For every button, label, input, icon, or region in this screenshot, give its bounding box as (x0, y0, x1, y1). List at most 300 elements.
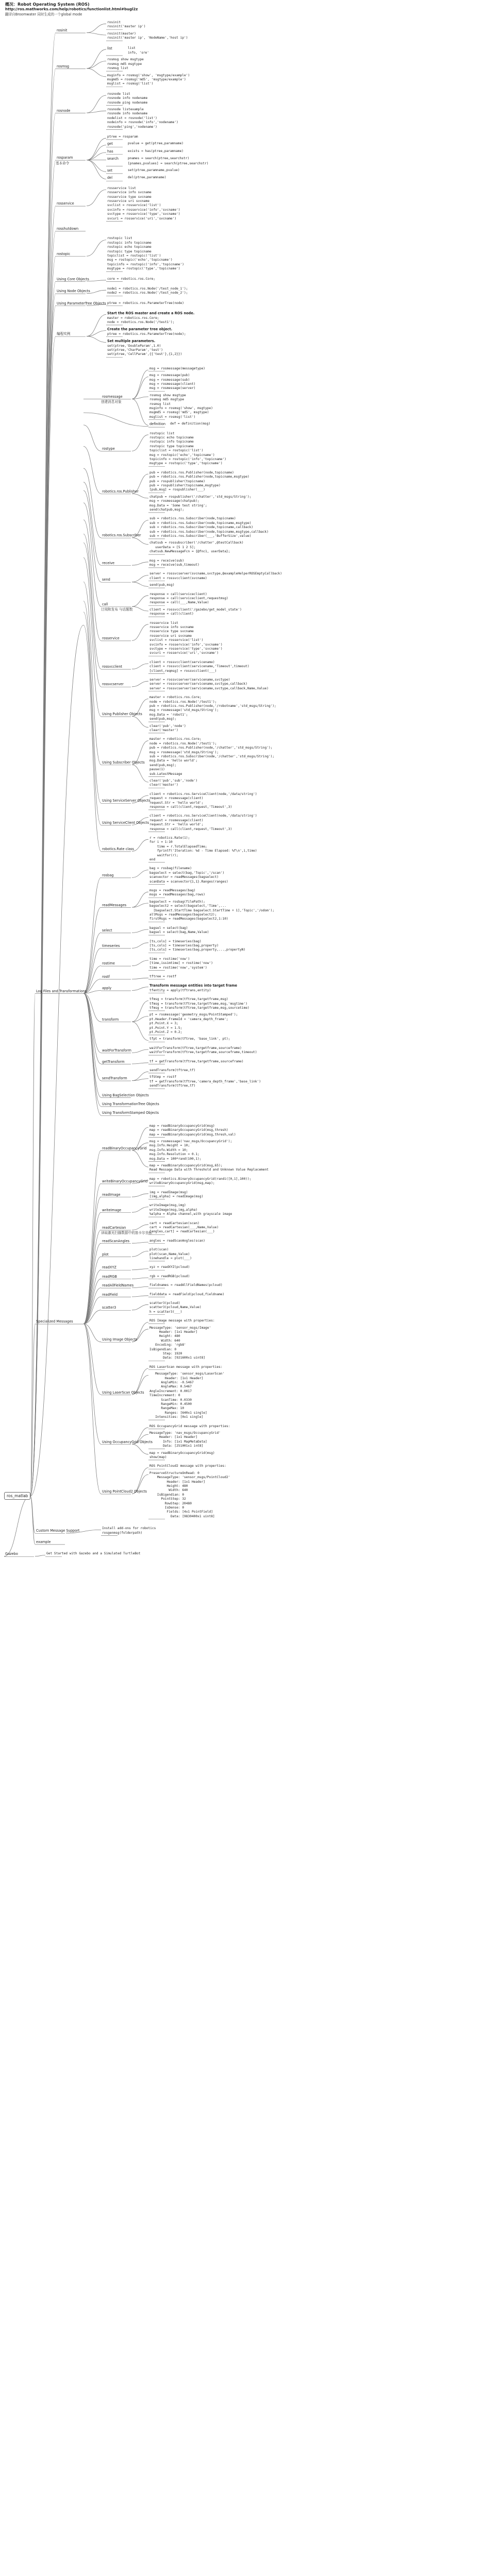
code-line: map = readBinaryOccupancyGrid(msg) (149, 1124, 215, 1128)
code-line: [ts,cols] = timeseries(bag,property,...,propertyN) (149, 948, 246, 952)
code-line: [ts,cols] = timeseries(bag,property) (149, 944, 219, 947)
code-line: pt.Header.FrameId = 'camera_depth_frame'; (149, 1017, 228, 1021)
code-line: IsBigendian: 0 (149, 1347, 177, 1351)
code-line: Height: 480 (149, 1484, 188, 1488)
connector-line (87, 69, 106, 77)
group-select: select (102, 928, 112, 933)
group-readrgb: readRGB (102, 1274, 118, 1279)
code-line: topicinfo = rostopic('info','topicname') (149, 457, 227, 461)
connector-line (83, 993, 101, 1115)
connector-line (87, 240, 106, 257)
code-line: msg.Info.Resolution = 0.1; (149, 1153, 199, 1157)
code-line: tfStmp = rostf (149, 1075, 177, 1079)
connector-line (132, 435, 148, 451)
code-line: clear('master') (149, 728, 178, 732)
code-line: RowStep: 20480 (149, 1501, 192, 1505)
code-line: rosservice list (107, 186, 136, 190)
code-line: rosmsg md5 msgtype (149, 398, 185, 402)
code-line: AngleMax: 0.5467 (149, 1385, 192, 1389)
code-line: rostopic list (149, 431, 175, 435)
code-line: svclist = rosservice('list') (149, 638, 204, 642)
group-readscanangles: readScanAngles (102, 1239, 130, 1243)
code-line: rosservice type svcname (149, 630, 194, 634)
code-line: cart = readCartesian(scan) (149, 1221, 199, 1225)
code-line: Height: 480 (149, 1334, 180, 1338)
connector-line (132, 399, 148, 425)
code-line: plot(scan) (149, 1248, 169, 1252)
code-line: Encoding: 'rgb8' (149, 1343, 186, 1347)
code-line: msginfo = rosmsg('show', msgtype) (149, 406, 213, 410)
code-line: tfentity = apply(tftrans,entity) (149, 988, 211, 992)
code-line: info, 'sre' (128, 51, 149, 55)
code-line: rostopic echo topicname (107, 245, 152, 249)
code-line: send(pub,msg); (149, 717, 177, 721)
code-line: msginfo = rosmsg('show', 'msgtype/example') (107, 73, 190, 77)
group-gettransform: getTransform (102, 1059, 125, 1064)
group-rostopic: rostopic (57, 251, 71, 256)
code-line: rosinit(master) (107, 31, 136, 36)
code-line: bagselect = select(bag,'Topic','/scan') (149, 871, 225, 875)
connector-line (132, 978, 148, 979)
code-line: nodelist = rosnode('list') (107, 116, 157, 120)
item-heading: Start the ROS master and create a ROS node. (107, 311, 195, 316)
code-line: map = readBinaryOccupancyGrid(msg,thresh) (149, 1128, 228, 1132)
code-line: ptree = robotics.ros.ParameterTree(node) (107, 301, 185, 305)
connector-line (83, 877, 101, 993)
code-line: AngleIncrement: 0.0017 (149, 1389, 192, 1393)
group-note: 基本命令 (56, 161, 70, 165)
code-line: sub = robotics.ros.Subscriber(node,topicname,msgtype,callback) (149, 530, 269, 534)
code-line: Fields: [4x1 PointField] (149, 1510, 213, 1514)
code-line: msg = rosmessage('nav_msgs/OccupancyGrid'); (149, 1140, 232, 1143)
code-line: show(map) (149, 1455, 167, 1459)
code-line: Header: [1x1 Header] (149, 1480, 206, 1484)
code-line: response = call(client,request,'Timeout',3) (149, 805, 232, 809)
connector-line (30, 625, 83, 1496)
connector-line (83, 1324, 101, 1445)
code-line: svclist = rosservice('list') (107, 204, 161, 208)
connector-line (132, 1022, 148, 1040)
group-rosinit: rosinit (57, 28, 68, 33)
connector-line (83, 601, 101, 803)
connector-line (132, 681, 148, 687)
code-line: request.Str = 'hello world'; (149, 801, 204, 805)
code-line: sub = robotics.ros.Subscriber(node,'/chatter','std_msgs/String'); (149, 755, 275, 758)
connector-line (30, 160, 56, 1496)
code-line: bagsel = select(bag) (149, 926, 188, 930)
group-using-serviceclient-objects: Using ServiceClient Objects (102, 821, 149, 825)
code-line: response = call(___,Name,Value) (149, 601, 209, 605)
connector-line (83, 1212, 101, 1324)
code-line: Ranges: [640x1 single] (149, 1411, 207, 1415)
code-line: msg = rosmessage('std_msgs/String'); (149, 708, 219, 713)
code-line: tfmsg = transform(tftree,targetframe,msg) (149, 997, 228, 1002)
code-line: msgtype = rostopic('type','topicname') (107, 267, 180, 271)
code-line: writeImage(msg,img,alpha) (149, 1208, 198, 1212)
code-line: master = robotics.ros.Core; (107, 316, 159, 320)
connector-line (132, 1207, 148, 1213)
code-line: node = robotics.ros.Node('/test1'); (149, 700, 217, 704)
group-note: 订阅和发布 与话题数 (101, 607, 133, 612)
code-line: Intensities: [0x1 single] (149, 1415, 204, 1419)
code-line: set(ptree,'CharParam','test') (107, 348, 163, 352)
code-line: svctype = rosservice('type','svcname') (149, 647, 223, 651)
code-line: MessageType: 'sensor_msgs/PointCloud2' (149, 1476, 230, 1480)
group-rosbag: rosbag (102, 873, 114, 877)
group-readxyz: readXYZ (102, 1265, 116, 1270)
group-rossvcclient: rossvcclient (102, 665, 123, 669)
code-line: fprintf('Iteration: %d - Time Elapsed: %f\n',i,time) (149, 849, 257, 853)
code-line: msg = rosmessage(client) (149, 382, 196, 386)
code-line: Header: [1x1 Header] (149, 1376, 204, 1380)
code-line: msg = receive(sub,timeout) (149, 563, 199, 567)
code-line: request.Str = 'hello world'; (149, 823, 204, 827)
code-line: send(pub,msg); (149, 763, 177, 767)
code-line: core = robotics.ros.Core; (107, 277, 156, 281)
code-line: AngleMin: -0.5467 (149, 1381, 194, 1384)
code-line: ptree = rosparam (107, 135, 138, 139)
code-line: server = rossvcserver(servicename,svctype,callback,Name,Value) (149, 686, 269, 690)
map-title: 概况：Robot Operating System (ROS) (5, 2, 90, 7)
group-using-laserscan-objects: Using LaserScan Objects (102, 1390, 144, 1395)
code-line: pub = robotics.ros.Publisher(node,'/robotname','std_msgs/String'); (149, 704, 276, 708)
code-line: r = robotics.Rate(1); (149, 836, 190, 840)
code-line: scanData = scanvector{1,1}.Ranges(ranges) (149, 879, 228, 884)
connector-line (87, 95, 106, 113)
code-line: time = r.TotalElapsedTime; (149, 844, 207, 849)
code-line: pvalue = get(ptree,paramname) (128, 142, 184, 146)
connector-line (132, 575, 148, 582)
code-line: send(chatpub,msg); (149, 508, 185, 512)
item-heading: Transform message entities into target frame (149, 984, 238, 988)
code-line: response = call(client,request,'Timeout',3) (149, 827, 232, 831)
code-line: pub = robotics.ros.Publisher(node,topicname,msgtype) (149, 475, 249, 479)
code-line: chatpub = rospublisher('/chatter','std_msgs/String'); (149, 495, 252, 499)
connector-line (87, 190, 106, 206)
code-line: clear('pub','node') (149, 724, 186, 728)
connector-line (132, 377, 148, 399)
code-line: msg.Data = 'robot1'; (149, 713, 188, 717)
connector-line (132, 870, 148, 878)
code-line: plot(scan,Name,Value) (149, 1252, 190, 1256)
code-line: node2 = robotics.ros.Node('/test_node_2'); (107, 291, 188, 295)
connector-line (132, 582, 148, 587)
group-using-occupancygrid-objects: Using OccupancyGrid Objects (102, 1439, 153, 1444)
code-line: rosnode info nodename (107, 112, 148, 116)
code-line: svcuri = rosservice('uri','svcname') (107, 216, 177, 221)
code-line: topicinfo = rostopic('info','topicname') (107, 262, 185, 266)
group-readallfieldnames: readAllFieldNames (102, 1283, 134, 1288)
group-timeseries: timeseries (102, 944, 120, 948)
group-robotics-ros-publisher: robotics.ros.Publisher (102, 489, 139, 494)
code-line: [angles,cart] = readCartesian(___) (149, 1230, 215, 1234)
code-line: request = rosmessage(client) (149, 796, 204, 801)
connector-line (87, 138, 106, 160)
code-line: rosmsg list (149, 402, 171, 406)
group-writebinaryoccupancygrid: writeBinaryOccupancyGrid (102, 1179, 148, 1183)
connector-line (83, 1324, 101, 1494)
code-line: userData = [5 1 2 5]; (149, 545, 196, 549)
code-line: IsBigendian: 0 (149, 1493, 185, 1497)
code-line: client = rossvcclient(svcname) (149, 576, 207, 580)
code-line: pt.Point.X = 3; (149, 1022, 178, 1026)
code-line: MessageType: 'nav_msgs/OccupancyGrid' (149, 1431, 221, 1435)
item-label-has: has (107, 149, 113, 154)
code-line: rosmsg md5 msgtype (107, 62, 142, 66)
group-receive: receive (102, 561, 115, 565)
code-line: msg = rosmessage(pub) (149, 374, 190, 378)
code-line: bagsel = select(bag,Name,Value) (149, 930, 209, 935)
code-line: rosmsg show msgtype (149, 393, 186, 397)
code-line: client = rossvcclient(servicename) (149, 660, 215, 664)
code-line: msg = rosmessage(chatpub); (149, 499, 199, 503)
code-line: map = readBinaryOccupancyGrid(msg) (149, 1451, 215, 1455)
connector-line (132, 1251, 148, 1257)
code-line: bagselect2 = select(bagselect,'Time',... (149, 904, 227, 908)
code-line: Width: 640 (149, 1488, 188, 1493)
code-line: del(ptree,paramname) (128, 176, 166, 180)
group-readmessages: readMessages (102, 903, 127, 907)
code-line: pt.Point.Z = 0.2; (149, 1030, 182, 1034)
connector-line (87, 49, 106, 69)
code-line: rosnode ping nodename (107, 100, 148, 105)
code-line: client = rossvcclient(servicename,'Timeout',timeout) (149, 665, 249, 669)
code-line: response = call(serviceclient) (149, 592, 207, 596)
connector-line (132, 562, 148, 565)
connector-line (87, 61, 106, 69)
item-label-search: search (107, 157, 119, 161)
connector-line (132, 538, 148, 545)
group-rosservice: rosservice (102, 636, 120, 640)
connector-line (132, 624, 148, 641)
item-label-definition: definition (149, 422, 166, 427)
group-using-parametertree-objects: Using ParameterTree Objects (57, 301, 106, 306)
group-call: call (102, 602, 108, 606)
section-specialized: Specialized Messages (36, 1319, 73, 1324)
connector-line (132, 1150, 148, 1167)
connector-line (132, 596, 148, 607)
map-subtitle: http://ros.mathworks.com/help/robotics/functionlist.html#bugl2z (5, 7, 138, 11)
code-line: client = rossvcclient('/gazebo/get_model_state') (149, 607, 242, 612)
code-line: send(pub,msg) (149, 583, 175, 587)
code-line: rostopic type topicname (149, 444, 194, 448)
connector-line (83, 468, 101, 538)
code-line: msg = rosmessage(messagetype) (149, 366, 206, 370)
code-line: ptree = robotics.ros.ParameterTree(node); (107, 332, 186, 336)
connector-line (132, 987, 148, 991)
item-label-set: set (107, 168, 113, 173)
code-line: msg = rostopic('echo','topicname') (107, 258, 173, 262)
code-line: sendTransform(tftree,tf) (149, 1069, 196, 1072)
code-line: pub = robotics.ros.Publisher(node,'/chatter','std_msgs/String'); (149, 746, 273, 750)
code-line: ROS LaserScan message with properties: (149, 1365, 223, 1369)
code-line: tfpt = transform(tftree, 'base_link', pt); (149, 1037, 230, 1041)
connector-line (132, 1296, 148, 1297)
code-line: tf = getTransform(tftree,'camera_depth_frame','base_link') (149, 1079, 261, 1083)
connector-line (87, 160, 106, 179)
code-line: master = robotics.ros.Core; (149, 696, 202, 700)
group-using-image-objects: Using Image Objects (102, 1337, 138, 1342)
group-rosparam: rosparam (57, 156, 73, 160)
code-line: Data: [251001x1 int8] (149, 1444, 204, 1448)
code-line: [pnames,pvalues] = search(ptree,searchstr) (128, 161, 209, 165)
code-line: Header: [1x1 Header] (149, 1435, 198, 1439)
code-line: rosinit (107, 21, 121, 24)
connector-line (87, 145, 106, 160)
code-line: msgs = readMessages(bag,rows) (149, 893, 206, 897)
code-line: rosmsg show msgtype (107, 58, 144, 62)
code-line: rosnode info nodename (107, 96, 148, 100)
code-line: msg = rostopic('echo','topicname') (149, 453, 215, 457)
code-line: waitfor(r); (149, 853, 178, 857)
connector-line (132, 1072, 148, 1080)
code-line: fielddata = readField(pcloud,fieldname) (149, 1292, 225, 1296)
code-line: sub = robotics.ros.Subscriber(node,topicname,msgtype) (149, 521, 252, 525)
group-sendtransform: sendTransform (102, 1076, 127, 1081)
root-node[interactable]: ros_matlab (4, 1492, 30, 1500)
group-using-transformationtree-objects: Using TransformationTree Objects (102, 1102, 159, 1106)
group-using-bagselection-objects: Using BagSelection Objects (102, 1093, 149, 1097)
group-send: send (102, 578, 110, 582)
group-using-pointcloud2-objects: Using PointCloud2 Objects (102, 1489, 147, 1494)
code-line: msg.Info.Height = 10; (149, 1144, 190, 1148)
code-line: tftree = rostf (149, 975, 177, 978)
code-line: for i = 1:10 (149, 840, 173, 844)
code-line: pub = rospublisher(topicname) (149, 479, 206, 483)
code-line: set(ptree,paramname,pvalue) (128, 168, 180, 172)
group-robotics-ros-subscriber: robotics.ros.Subscriber (102, 533, 141, 538)
connector-line (132, 839, 148, 851)
connector-line (83, 993, 101, 1097)
code-line: map = readBinaryOccupancyGrid(msg,thresh,val) (149, 1132, 236, 1137)
code-line: Header: [1x1 Header] (149, 1330, 198, 1334)
code-line: msg = receive(sub) (149, 558, 185, 563)
code-line: PreserveStructureOnRead: 0 (149, 1471, 199, 1475)
code-line: def = definition(msg) (170, 422, 211, 426)
group-rosnode: rosnode (57, 108, 71, 113)
connector-line (132, 717, 148, 727)
code-line: ROS Image message with properties: (149, 1319, 215, 1323)
code-line: tfmsg = transform(tftree,targetframe,msg,'msgtime') (149, 1002, 247, 1006)
connector-line (87, 152, 106, 160)
code-line: msg.Data = 'hello world'; (149, 759, 198, 763)
code-line: rostopic type topicname (107, 249, 152, 253)
code-line: %alpha = Alpha channel,with grayscale image (149, 1212, 232, 1216)
connector-line (132, 370, 148, 399)
code-line: pub = rospublisher(topicname,msgtype) (149, 484, 221, 487)
code-line: rosgenmsg(folderpath) (102, 1531, 143, 1535)
code-line: [bagselect.StartTime bagselect.StartTime + 1],'Topic','/odom'); (149, 908, 275, 912)
connector-line (87, 280, 106, 281)
group-custom-message-support: Custom Message Support (36, 1529, 80, 1533)
item-label-list: list (107, 46, 112, 50)
connector-line (4, 1496, 30, 1556)
code-line: rostopic list (107, 236, 132, 241)
code-line: Data: [921600x1 uint8] (149, 1356, 206, 1360)
connector-line (83, 543, 101, 687)
code-line: pub = robotics.ros.Publisher(node,topicname) (149, 470, 234, 474)
code-line: xyz = readXYZ(pcloud) (149, 1265, 190, 1269)
connector-line (83, 425, 101, 451)
group-readimage: readImage (102, 1192, 121, 1197)
connector-line (132, 943, 148, 948)
code-line: server = rossvcserver(servicename,svctype) (149, 678, 230, 682)
connector-line (30, 113, 56, 1496)
code-line: rosnode('ping','nodename') (107, 125, 157, 129)
item-heading: Set multiple parameters. (107, 339, 156, 344)
code-line: request = rosmessage(client) (149, 818, 204, 822)
connector-line (83, 1183, 101, 1324)
item-heading: Create the parameter tree object. (107, 327, 173, 332)
code-line: client = robotics.ros.ServiceClient(node,'/data/string') (149, 814, 257, 818)
code-line: linehandle = plot(___) (149, 1257, 192, 1260)
group-using-subscriber-objects: Using Subscriber Objects (102, 760, 145, 765)
code-line: pt = rosmessage('geometry_msgs/PointStamped'); (149, 1013, 238, 1017)
code-line: tfmsg = transform(tftree,targetframe,msg,sourcetime) (149, 1006, 249, 1010)
code-line: Install add-ons for robotics (102, 1527, 156, 1531)
connector-line (83, 446, 101, 494)
code-line: writeBinaryOccupancyGrid(msg,map); (149, 1181, 215, 1185)
code-line: Get Started with Gazebo and a Simulated TurtleBot (46, 1552, 141, 1556)
connector-line (87, 336, 106, 343)
code-line: pnames = search(ptree,searchstr) (128, 157, 190, 161)
code-line: msgmd5 = rosmsg('md5', msgtype) (149, 411, 209, 415)
group-using-core-objects: Using Core Objects (57, 277, 89, 281)
group-scatter3: scatter3 (102, 1306, 116, 1310)
connector-line (87, 24, 106, 32)
code-line: rgb = readRGB(pcloud) (149, 1274, 190, 1278)
item-label-get: get (107, 142, 113, 146)
code-line: rosinit('master ip', 'NodeName','host ip') (107, 36, 188, 40)
connector-line (132, 606, 148, 611)
code-line: ROS PointCloud2 message with properties: (149, 1464, 227, 1468)
group-readbinaryoccupancygrid: readBinaryOccupancyGrid (102, 1146, 147, 1150)
code-line: MessageType: 'sensor_msgs/Image' (149, 1326, 211, 1330)
code-line: angles = readScanAngles(scan) (149, 1239, 206, 1243)
code-line: ScanTime: 0.0330 (149, 1398, 192, 1402)
connector-line (83, 933, 101, 993)
group-transform: transform (102, 1017, 119, 1022)
code-line: [pub,msg] = rospublisher(___) (149, 488, 206, 492)
group-apply: apply (102, 986, 112, 991)
code-line: rosinit('master ip') (107, 25, 146, 29)
code-line: MessageType: 'sensor_msgs/LaserScan' (149, 1372, 225, 1376)
code-line: svctype = rosservice('type','svcname') (107, 212, 180, 216)
code-line: rostopic echo topicname (149, 436, 194, 439)
code-line: chatsub = rossubscriber('/chatter',@testCallback) (149, 541, 244, 545)
connector-line (132, 1304, 148, 1310)
code-line: msg.Data = 100*rand(100,1); (149, 1157, 202, 1161)
code-line: writeImage(msg,img) (149, 1204, 186, 1208)
connector-line (132, 1242, 148, 1243)
code-line: pause(1) (149, 768, 165, 772)
group-rossvcserver: rossvcserver (102, 682, 124, 687)
group-rostf: rostf (102, 975, 110, 979)
code-line: scanvector = readMessages(bagselect) (149, 875, 219, 879)
code-line: clear('pub','sub','node') (149, 779, 198, 783)
code-line: svcinfo = rosservice('info','svcname') (107, 208, 180, 212)
code-line: nodeinfo = rosnode('info','nodename') (107, 121, 178, 125)
group-using-serviceserver-objects: Using ServiceServer Objects (102, 799, 150, 803)
code-line: server = rossvcserver(svcname,svctype,@exampleHelperROSEmptyCallback) (149, 572, 282, 576)
code-line: PointStep: 32 (149, 1497, 186, 1501)
code-line: msg = rosmessage('std_msgs/String'); (149, 750, 219, 754)
connector-line (132, 1001, 148, 1022)
group-readcartesian: readCartesian (102, 1226, 126, 1230)
group-using-publisher-objects: Using Publisher Objects (102, 712, 142, 717)
code-line: rosservice list (149, 621, 178, 625)
code-line: fieldnames = readAllFieldNames(pcloud) (149, 1283, 223, 1287)
